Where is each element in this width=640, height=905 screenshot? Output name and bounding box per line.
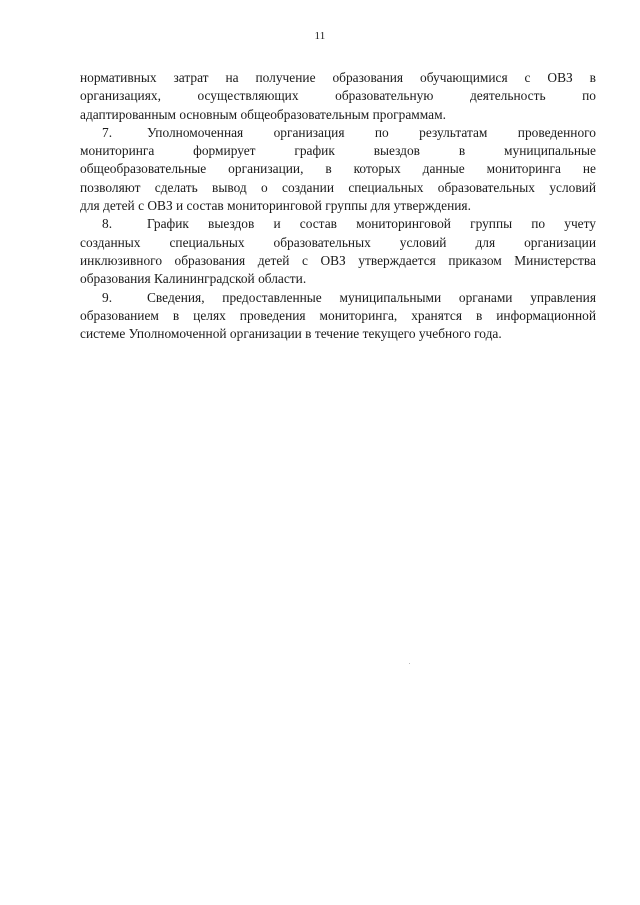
text-line: позволяют сделать вывод о создании специальных образовательных условий (80, 179, 596, 195)
item-number: 8. (102, 216, 113, 232)
text-line: образованием в целях проведения мониторинга, хранятся в информационной (80, 307, 596, 323)
item-first-line-text: Уполномоченная организация по результатам проведенного (147, 124, 596, 140)
text-line: организациях, осуществляющих образовательную деятельность по (80, 88, 596, 104)
document-body (80, 69, 596, 343)
scan-speck (409, 663, 410, 664)
text-line: адаптированным основным общеобразовательным программам. (80, 106, 446, 122)
page-number: 11 (314, 30, 326, 42)
text-line: нормативных затрат на получение образования обучающимися с ОВЗ в (80, 70, 596, 85)
text-line: для детей с ОВЗ и состав мониторинговой группы для утверждения. (80, 198, 471, 214)
item-first-line-text: График выездов и состав мониторинговой группы по учету (147, 216, 596, 232)
text-line: созданных специальных образовательных условий для организации (80, 234, 596, 250)
item-first-line (80, 124, 596, 142)
paragraph-continuation (80, 69, 596, 124)
paragraph-item-8 (80, 215, 596, 288)
text-line: образования Калининградской области. (80, 271, 307, 287)
item-number: 7. (102, 124, 113, 140)
paragraph-item-9 (80, 289, 596, 344)
text-line: инклюзивного образования детей с ОВЗ утверждается приказом Министерства (80, 252, 596, 268)
text-line: общеобразовательные организации, в которых данные мониторинга не (80, 161, 596, 177)
item-number: 9. (102, 289, 113, 305)
item-first-line (80, 215, 596, 233)
paragraph-item-7 (80, 124, 596, 215)
text-line: мониторинга формирует график выездов в муниципальные (80, 143, 596, 159)
item-first-line (80, 289, 596, 307)
item-first-line-text: Сведения, предоставленные муниципальными органами управления (147, 289, 596, 305)
text-line: системе Уполномоченной организации в течение текущего учебного года. (80, 326, 502, 342)
